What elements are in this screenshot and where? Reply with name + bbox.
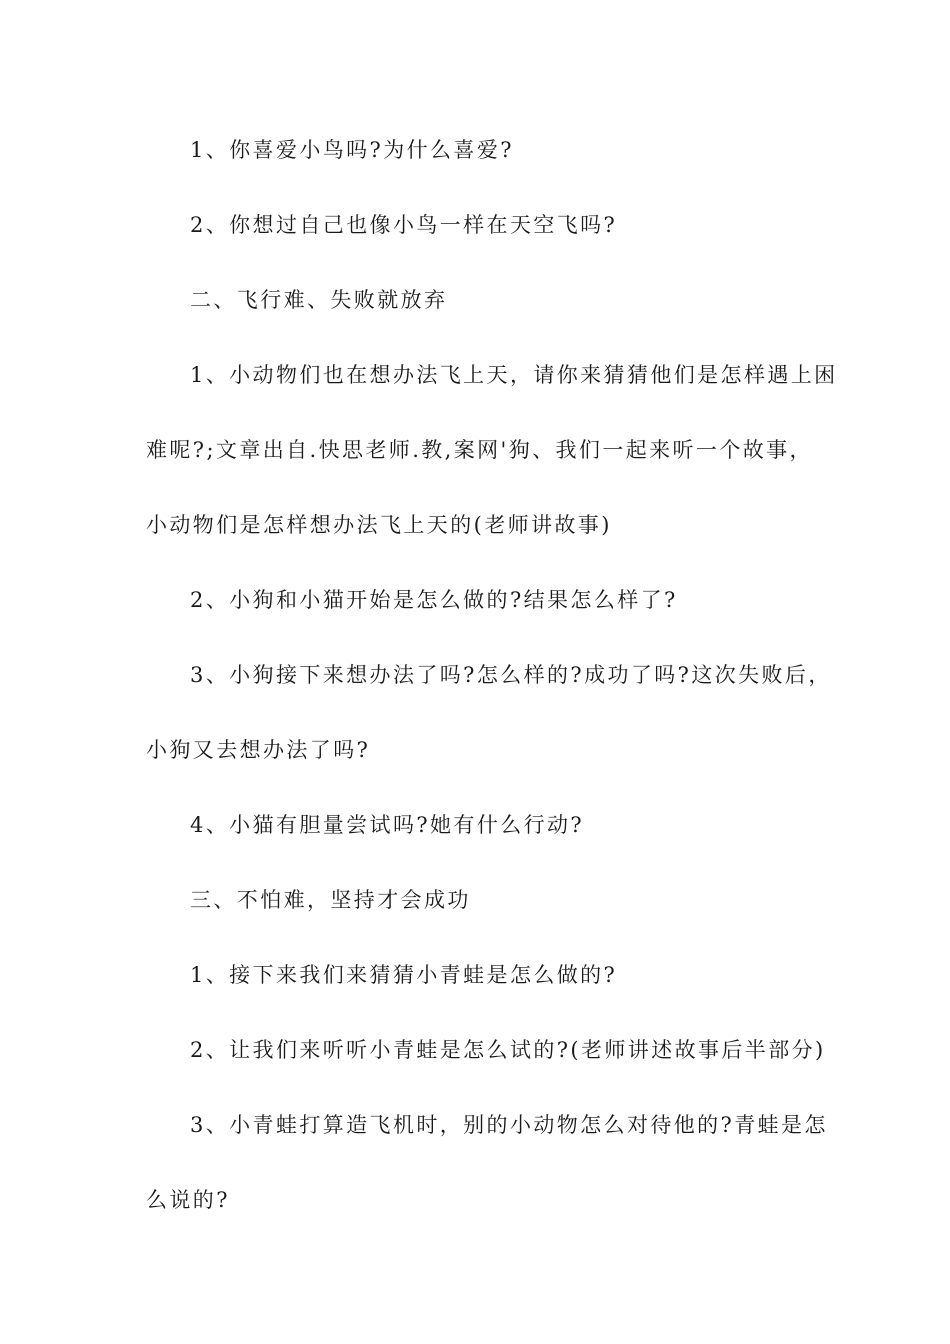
paragraph-animals-line-3: 小动物们是怎样想办法飞上天的(老师讲故事): [146, 513, 612, 537]
paragraph-animals-line-2: 难呢?;文章出自.快思老师.教,案网'狗、我们一起来听一个故事，: [146, 438, 813, 462]
question-guess-frog: 1、接下来我们来猜猜小青蛙是怎么做的?: [190, 963, 618, 987]
question-like-birds: 1、你喜爱小鸟吗?为什么喜爱?: [190, 138, 514, 162]
question-frog-plane-line-2: 么说的?: [146, 1188, 230, 1212]
section-heading-two: 二、飞行难、失败就放弃: [190, 288, 448, 312]
question-frog-plane-line-1: 3、小青蛙打算造飞机时，别的小动物怎么对待他的?青蛙是怎: [190, 1113, 828, 1137]
question-dog-and-cat: 2、小狗和小猫开始是怎么做的?结果怎么样了?: [190, 588, 678, 612]
question-cat-courage: 4、小猫有胆量尝试吗?她有什么行动?: [190, 813, 585, 837]
section-heading-three: 三、不怕难，坚持才会成功: [190, 888, 471, 912]
question-fly-like-bird: 2、你想过自己也像小鸟一样在天空飞吗?: [190, 213, 618, 237]
question-dog-next-line-1: 3、小狗接下来想办法了吗?怎么样的?成功了吗?这次失败后，: [190, 663, 832, 687]
paragraph-animals-line-1: 1、小动物们也在想办法飞上天，请你来猜猜他们是怎样遇上困: [190, 363, 838, 387]
question-dog-next-line-2: 小狗又去想办法了吗?: [146, 738, 371, 762]
question-listen-frog: 2、让我们来听听小青蛙是怎么试的?(老师讲述故事后半部分): [190, 1038, 826, 1062]
